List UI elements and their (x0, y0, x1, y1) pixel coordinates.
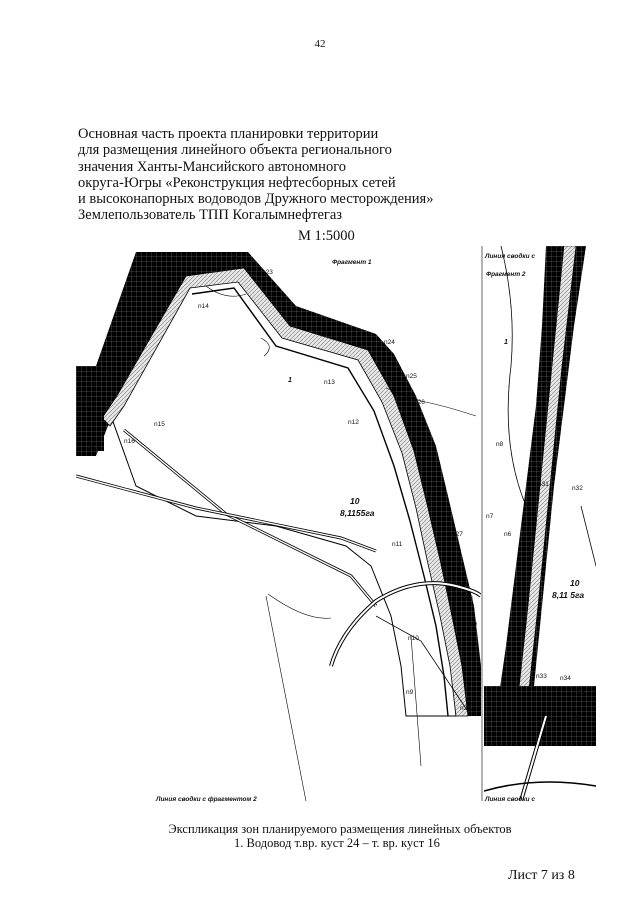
map-scale: М 1:5000 (298, 228, 355, 244)
fragment-2-label: Фрагмент 2 (486, 271, 526, 278)
zone-number: 1 (288, 377, 292, 384)
point-label: n10 (408, 635, 419, 642)
point-label: n34 (560, 675, 571, 682)
title-line-4: округа-Югры «Реконструкция нефтесборных сетей (78, 174, 396, 191)
point-label: n14 (198, 303, 209, 310)
point-label: n22 (232, 252, 243, 259)
title-line-6: Землепользователь ТПП Когалымнефтегаз (78, 207, 343, 224)
parcel-number-right: 10 (570, 578, 580, 588)
point-label: n24 (384, 339, 395, 346)
fragment-1-drawing (76, 252, 481, 801)
point-label: n4 (484, 709, 492, 716)
point-label: n17 (86, 445, 97, 452)
point-label: n30 (460, 705, 471, 712)
parcel-number: 10 (350, 496, 360, 506)
title-line-1: Основная часть проекта планировки территории (78, 126, 379, 142)
point-label: n31 (538, 481, 549, 488)
parcel-area: 8,1155га (340, 508, 375, 518)
point-label: n2 (570, 715, 578, 722)
point-label: n3 (484, 721, 492, 728)
point-label: n11 (392, 541, 403, 548)
fragment-2-drawing (484, 246, 596, 801)
point-label: n9 (406, 689, 414, 696)
explication-item: 1. Водовод т.вр. куст 24 – т. вр. куст 16 (234, 836, 440, 850)
parcel-area (111, 276, 456, 716)
document-title (78, 126, 498, 224)
point-label: n35 (574, 689, 585, 696)
point-label: n7 (486, 513, 494, 520)
point-label: n1 (570, 703, 578, 710)
point-label: n15 (154, 421, 165, 428)
point-label: n13 (324, 379, 335, 386)
point-label: n29 (466, 621, 477, 628)
sheet-number: Лист 7 из 8 (508, 868, 575, 883)
title-line-2: для размещения линейного объекта регионального (78, 142, 392, 159)
zone-number-right: 1 (504, 339, 508, 346)
point-label: n20 (102, 370, 113, 377)
link-line-mid: Линия сводки с (485, 796, 536, 803)
link-line-top: Линия сводки с (485, 253, 536, 260)
point-label: n16 (124, 438, 135, 445)
point-label: n12 (348, 419, 359, 426)
point-label: n26 (414, 399, 425, 406)
title-line-5: и высоконапорных водоводов Дружного месторождения» (78, 191, 434, 208)
point-label: n18 (80, 398, 91, 405)
fragment-1-label: Фрагмент 1 (332, 259, 372, 266)
point-label: n25 (406, 373, 417, 380)
point-label: n23 (262, 269, 273, 276)
point-label: n33 (536, 673, 547, 680)
point-label: n27 (452, 531, 463, 538)
point-label: n19 (89, 381, 100, 388)
title-line-3: значения Ханты-Мансийского автономного (78, 158, 347, 175)
point-label: n6 (504, 531, 512, 538)
link-line-bottom: Линия сводки с фрагментом 2 (156, 796, 257, 803)
page-number: 42 (314, 38, 326, 50)
planning-map (76, 246, 596, 811)
parcel-area-right: 8,11 5га (552, 590, 585, 600)
point-label: n5 (520, 531, 528, 538)
point-label: n28 (462, 595, 473, 602)
point-label: n8 (496, 441, 504, 448)
point-label: n21 (164, 252, 175, 259)
explication-title: Экспликация зон планируемого размещения линейных объектов (168, 822, 512, 836)
point-label: n32 (572, 485, 583, 492)
